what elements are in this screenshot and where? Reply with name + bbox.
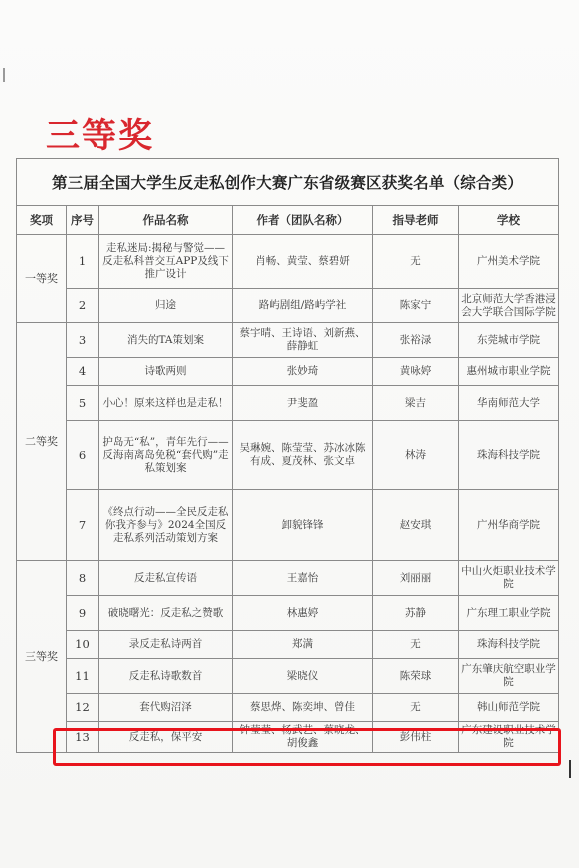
author-name: 路屿剧组/路屿学社 xyxy=(233,289,373,323)
entry-number: 2 xyxy=(67,289,99,323)
work-title: 消失的TA策划案 xyxy=(99,323,233,358)
award-level: 三等奖 xyxy=(17,561,67,753)
award-heading: 三等奖 xyxy=(46,116,154,156)
column-header-number: 序号 xyxy=(67,206,99,235)
author-name: 吴琳婉、陈莹莹、苏冰冰陈有成、夏茂林、张文卓 xyxy=(233,421,373,490)
work-title: 诗歌两则 xyxy=(99,358,233,386)
advisor-name: 无 xyxy=(373,694,459,722)
entry-number: 1 xyxy=(67,235,99,289)
entry-number: 7 xyxy=(67,490,99,561)
table-row xyxy=(17,694,559,722)
winners-table xyxy=(16,158,559,753)
school-name: 珠海科技学院 xyxy=(459,631,559,659)
work-title: 录反走私诗两首 xyxy=(99,631,233,659)
award-level: 一等奖 xyxy=(17,235,67,323)
school-name: 珠海科技学院 xyxy=(459,421,559,490)
work-title: 走私迷局:揭秘与警觉——反走私科普交互APP及线下推广设计 xyxy=(99,235,233,289)
table-row xyxy=(17,659,559,694)
school-name: 广州美术学院 xyxy=(459,235,559,289)
author-name: 林惠婷 xyxy=(233,596,373,631)
entry-number: 4 xyxy=(67,358,99,386)
entry-number: 9 xyxy=(67,596,99,631)
school-name: 中山火炬职业技术学院 xyxy=(459,561,559,596)
award-level: 二等奖 xyxy=(17,323,67,561)
table-row xyxy=(17,289,559,323)
table-title: 第三届全国大学生反走私创作大赛广东省级赛区获奖名单（综合类） xyxy=(17,159,559,206)
advisor-name: 张裕渌 xyxy=(373,323,459,358)
advisor-name: 林涛 xyxy=(373,421,459,490)
entry-number: 6 xyxy=(67,421,99,490)
advisor-name: 陈家宁 xyxy=(373,289,459,323)
entry-number: 8 xyxy=(67,561,99,596)
table-row xyxy=(17,235,559,289)
advisor-name: 苏静 xyxy=(373,596,459,631)
advisor-name: 无 xyxy=(373,235,459,289)
school-name: 广东肇庆航空职业学院 xyxy=(459,659,559,694)
school-name: 韩山师范学院 xyxy=(459,694,559,722)
author-name: 张妙琦 xyxy=(233,358,373,386)
school-name: 华南师范大学 xyxy=(459,386,559,421)
advisor-name: 陈荣球 xyxy=(373,659,459,694)
school-name: 惠州城市职业学院 xyxy=(459,358,559,386)
table-row xyxy=(17,490,559,561)
highlight-box xyxy=(53,728,561,766)
author-name: 钟莹莹、杨武艺、蔡晓龙、胡俊鑫 xyxy=(233,722,373,753)
work-title: 套代购沼泽 xyxy=(99,694,233,722)
table-row xyxy=(17,631,559,659)
work-title: 反走私诗歌数首 xyxy=(99,659,233,694)
author-name: 肖畅、黄莹、蔡碧妍 xyxy=(233,235,373,289)
column-header-award: 奖项 xyxy=(17,206,67,235)
table-row xyxy=(17,323,559,358)
advisor-name: 彭伟柱 xyxy=(373,722,459,753)
table-row xyxy=(17,358,559,386)
table-row xyxy=(17,561,559,596)
advisor-name: 黄咏婷 xyxy=(373,358,459,386)
entry-number: 5 xyxy=(67,386,99,421)
entry-number: 11 xyxy=(67,659,99,694)
table-row xyxy=(17,386,559,421)
column-header-author: 作者（团队名称） xyxy=(233,206,373,235)
entry-number: 3 xyxy=(67,323,99,358)
school-name: 北京师范大学香港浸会大学联合国际学院 xyxy=(459,289,559,323)
work-title: 小心！原来这样也是走私！ xyxy=(99,386,233,421)
author-name: 郑满 xyxy=(233,631,373,659)
work-title: 归途 xyxy=(99,289,233,323)
author-name: 尹斐盈 xyxy=(233,386,373,421)
entry-number: 13 xyxy=(67,722,99,753)
column-header-work: 作品名称 xyxy=(99,206,233,235)
page-edge-mark xyxy=(3,68,5,82)
advisor-name: 无 xyxy=(373,631,459,659)
work-title: 反走私，保平安 xyxy=(99,722,233,753)
table-row xyxy=(17,596,559,631)
author-name: 蔡宇晴、王诗语、刘新燕、薛静虹 xyxy=(233,323,373,358)
entry-number: 10 xyxy=(67,631,99,659)
column-header-advisor: 指导老师 xyxy=(373,206,459,235)
school-name: 广东建设职业技术学院 xyxy=(459,722,559,753)
author-name: 蔡思烨、陈奕坤、曾佳 xyxy=(233,694,373,722)
author-name: 卸貌锋锋 xyxy=(233,490,373,561)
advisor-name: 刘丽丽 xyxy=(373,561,459,596)
school-name: 广东理工职业学院 xyxy=(459,596,559,631)
page-edge-mark xyxy=(569,760,571,778)
author-name: 梁晓仪 xyxy=(233,659,373,694)
advisor-name: 赵安琪 xyxy=(373,490,459,561)
work-title: 破晓曙光：反走私之赞歌 xyxy=(99,596,233,631)
work-title: 《终点行动——全民反走私 你我齐参与》2024全国反走私系列活动策划方案 xyxy=(99,490,233,561)
author-name: 王嘉怡 xyxy=(233,561,373,596)
work-title: 反走私宣传语 xyxy=(99,561,233,596)
entry-number: 12 xyxy=(67,694,99,722)
work-title: 护岛无“私”，青年先行——反海南离岛免税“套代购”走私策划案 xyxy=(99,421,233,490)
advisor-name: 梁吉 xyxy=(373,386,459,421)
school-name: 东莞城市学院 xyxy=(459,323,559,358)
school-name: 广州华商学院 xyxy=(459,490,559,561)
table-row xyxy=(17,421,559,490)
column-header-school: 学校 xyxy=(459,206,559,235)
